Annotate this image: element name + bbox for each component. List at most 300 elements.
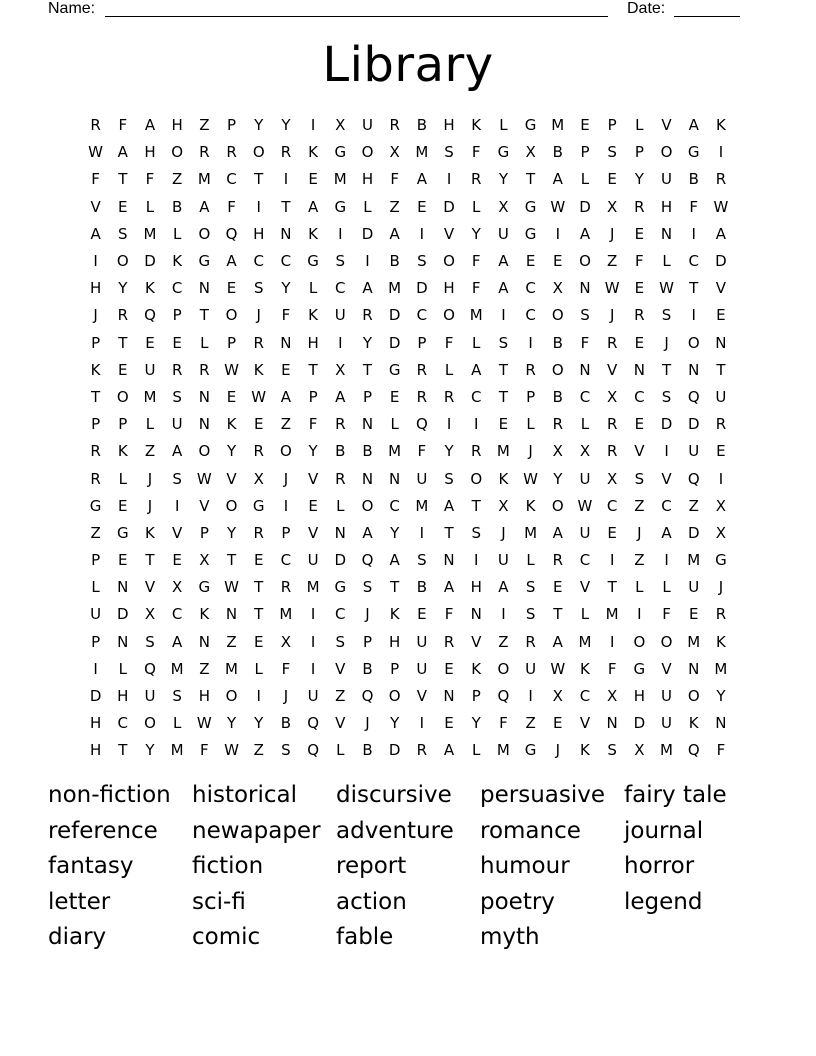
grid-letter[interactable]: A bbox=[661, 523, 672, 542]
grid-letter[interactable]: A bbox=[498, 252, 509, 271]
grid-letter[interactable]: A bbox=[498, 578, 509, 597]
grid-letter[interactable]: T bbox=[281, 197, 291, 216]
grid-letter[interactable]: A bbox=[715, 224, 727, 243]
grid-letter[interactable]: N bbox=[280, 333, 292, 352]
grid-letter[interactable]: I bbox=[283, 496, 289, 515]
grid-letter[interactable]: S bbox=[172, 469, 182, 488]
grid-letter[interactable]: V bbox=[335, 659, 346, 678]
grid-letter[interactable]: T bbox=[607, 578, 617, 597]
grid-letter[interactable]: V bbox=[579, 714, 591, 733]
grid-letter[interactable]: Y bbox=[226, 442, 237, 461]
grid-letter[interactable]: I bbox=[310, 116, 316, 135]
grid-letter[interactable]: I bbox=[691, 306, 696, 325]
grid-letter[interactable]: U bbox=[497, 224, 509, 243]
grid-letter[interactable]: A bbox=[552, 632, 563, 651]
grid-letter[interactable]: N bbox=[198, 279, 210, 298]
grid-letter[interactable]: S bbox=[172, 387, 182, 406]
grid-letter[interactable]: Z bbox=[199, 659, 210, 678]
grid-letter[interactable]: E bbox=[417, 605, 427, 624]
grid-letter[interactable]: L bbox=[472, 197, 481, 216]
grid-letter[interactable]: V bbox=[172, 523, 183, 542]
grid-letter[interactable]: K bbox=[471, 116, 482, 135]
grid-letter[interactable]: X bbox=[144, 605, 156, 624]
grid-letter[interactable]: Q bbox=[307, 741, 319, 760]
grid-letter[interactable]: B bbox=[335, 442, 346, 461]
grid-letter[interactable]: E bbox=[118, 496, 128, 515]
grid-letter[interactable]: I bbox=[310, 632, 316, 651]
grid-letter[interactable]: Z bbox=[280, 415, 292, 434]
grid-letter[interactable]: H bbox=[361, 170, 374, 189]
grid-letter[interactable]: O bbox=[687, 687, 700, 706]
grid-letter[interactable]: T bbox=[526, 170, 536, 189]
grid-letter[interactable]: D bbox=[334, 551, 347, 570]
grid-letter[interactable]: H bbox=[171, 116, 183, 135]
grid-letter[interactable]: S bbox=[607, 143, 617, 162]
grid-letter[interactable]: A bbox=[362, 279, 373, 298]
grid-letter[interactable]: R bbox=[715, 170, 727, 189]
grid-letter[interactable]: U bbox=[307, 551, 319, 570]
grid-letter[interactable]: D bbox=[687, 523, 700, 542]
grid-letter[interactable]: M bbox=[388, 279, 402, 298]
grid-letter[interactable]: P bbox=[390, 659, 400, 678]
grid-letter[interactable]: Z bbox=[253, 741, 264, 760]
grid-letter[interactable]: S bbox=[253, 279, 264, 298]
grid-letter[interactable]: K bbox=[172, 252, 183, 271]
grid-letter[interactable]: A bbox=[90, 224, 101, 243]
grid-letter[interactable]: K bbox=[90, 360, 101, 379]
grid-letter[interactable]: G bbox=[524, 197, 537, 216]
grid-letter[interactable]: X bbox=[280, 632, 292, 651]
grid-letter[interactable]: U bbox=[416, 469, 428, 488]
grid-letter[interactable]: C bbox=[280, 252, 292, 271]
grid-letter[interactable]: S bbox=[444, 143, 454, 162]
grid-letter[interactable]: C bbox=[226, 170, 237, 189]
grid-letter[interactable]: N bbox=[470, 605, 482, 624]
grid-letter[interactable]: T bbox=[498, 387, 508, 406]
grid-letter[interactable]: I bbox=[446, 415, 452, 434]
grid-letter[interactable]: E bbox=[716, 442, 726, 461]
grid-letter[interactable]: T bbox=[444, 523, 454, 542]
grid-letter[interactable]: Y bbox=[254, 116, 264, 135]
grid-letter[interactable]: L bbox=[526, 415, 535, 434]
grid-letter[interactable]: X bbox=[552, 442, 563, 461]
grid-letter[interactable]: D bbox=[388, 306, 401, 325]
grid-letter[interactable]: Z bbox=[199, 116, 210, 135]
grid-letter[interactable]: U bbox=[307, 687, 319, 706]
grid-letter[interactable]: J bbox=[528, 442, 533, 461]
grid-letter[interactable]: X bbox=[607, 387, 618, 406]
grid-letter[interactable]: G bbox=[334, 197, 347, 216]
grid-letter[interactable]: U bbox=[661, 170, 673, 189]
grid-letter[interactable]: E bbox=[580, 116, 590, 135]
grid-letter[interactable]: G bbox=[116, 523, 129, 542]
grid-letter[interactable]: M bbox=[605, 605, 619, 624]
grid-letter[interactable]: N bbox=[389, 469, 401, 488]
grid-letter[interactable]: O bbox=[116, 252, 129, 271]
grid-letter[interactable]: I bbox=[93, 659, 98, 678]
grid-letter[interactable]: I bbox=[528, 333, 533, 352]
grid-letter[interactable]: O bbox=[443, 306, 455, 325]
grid-letter[interactable]: J bbox=[664, 333, 669, 352]
grid-letter[interactable]: R bbox=[171, 360, 183, 379]
grid-letter[interactable]: Y bbox=[716, 687, 726, 706]
grid-letter[interactable]: R bbox=[552, 551, 563, 570]
grid-letter[interactable]: H bbox=[89, 741, 102, 760]
grid-letter[interactable]: Y bbox=[390, 714, 400, 733]
grid-letter[interactable]: Z bbox=[172, 170, 183, 189]
grid-letter[interactable]: O bbox=[579, 252, 591, 271]
grid-letter[interactable]: V bbox=[715, 279, 727, 298]
grid-letter[interactable]: Y bbox=[553, 469, 563, 488]
grid-letter[interactable]: K bbox=[145, 523, 155, 542]
grid-letter[interactable]: B bbox=[362, 442, 373, 461]
grid-letter[interactable]: Q bbox=[687, 741, 700, 760]
grid-letter[interactable]: D bbox=[388, 741, 401, 760]
grid-letter[interactable]: H bbox=[443, 116, 455, 135]
grid-letter[interactable]: G bbox=[524, 224, 537, 243]
grid-letter[interactable]: N bbox=[688, 360, 700, 379]
grid-letter[interactable]: F bbox=[499, 714, 508, 733]
grid-letter[interactable]: W bbox=[88, 143, 104, 162]
grid-letter[interactable]: E bbox=[145, 333, 155, 352]
grid-letter[interactable]: E bbox=[634, 415, 645, 434]
grid-letter[interactable]: O bbox=[497, 659, 510, 678]
grid-letter[interactable]: K bbox=[580, 659, 590, 678]
grid-letter[interactable]: R bbox=[443, 632, 455, 651]
grid-letter[interactable]: F bbox=[200, 741, 209, 760]
grid-letter[interactable]: C bbox=[579, 687, 591, 706]
grid-letter[interactable]: I bbox=[474, 415, 479, 434]
grid-letter[interactable]: G bbox=[198, 252, 211, 271]
grid-letter[interactable]: A bbox=[443, 741, 455, 760]
grid-letter[interactable]: Q bbox=[225, 224, 238, 243]
grid-letter[interactable]: H bbox=[117, 687, 129, 706]
grid-letter[interactable]: U bbox=[144, 687, 156, 706]
grid-letter[interactable]: O bbox=[280, 442, 292, 461]
grid-letter[interactable]: T bbox=[308, 360, 318, 379]
grid-letter[interactable]: P bbox=[91, 333, 101, 352]
grid-letter[interactable]: S bbox=[471, 523, 481, 542]
grid-letter[interactable]: U bbox=[661, 687, 673, 706]
grid-letter[interactable]: N bbox=[334, 523, 346, 542]
grid-letter[interactable]: O bbox=[660, 632, 673, 651]
grid-letter[interactable]: L bbox=[390, 415, 399, 434]
grid-letter[interactable]: Y bbox=[145, 741, 155, 760]
grid-letter[interactable]: Y bbox=[471, 714, 481, 733]
grid-letter[interactable]: C bbox=[525, 279, 536, 298]
grid-letter[interactable]: E bbox=[607, 523, 617, 542]
grid-letter[interactable]: S bbox=[281, 741, 291, 760]
grid-letter[interactable]: S bbox=[417, 551, 427, 570]
grid-letter[interactable]: C bbox=[525, 306, 536, 325]
grid-letter[interactable]: V bbox=[443, 224, 455, 243]
grid-letter[interactable]: O bbox=[470, 469, 483, 488]
grid-letter[interactable]: I bbox=[365, 252, 370, 271]
grid-letter[interactable]: H bbox=[633, 687, 645, 706]
grid-letter[interactable]: Y bbox=[362, 333, 373, 352]
grid-letter[interactable]: C bbox=[280, 551, 292, 570]
grid-letter[interactable]: J bbox=[283, 687, 289, 706]
grid-letter[interactable]: X bbox=[498, 197, 509, 216]
grid-letter[interactable]: A bbox=[117, 143, 128, 162]
grid-letter[interactable]: I bbox=[474, 551, 479, 570]
grid-letter[interactable]: B bbox=[280, 714, 292, 733]
grid-letter[interactable]: E bbox=[444, 714, 454, 733]
grid-letter[interactable]: V bbox=[579, 578, 591, 597]
grid-letter[interactable]: V bbox=[144, 578, 156, 597]
grid-letter[interactable]: M bbox=[660, 741, 673, 760]
grid-letter[interactable]: P bbox=[634, 143, 644, 162]
grid-letter[interactable]: Z bbox=[144, 442, 156, 461]
grid-letter[interactable]: E bbox=[253, 551, 264, 570]
grid-letter[interactable]: G bbox=[497, 143, 510, 162]
grid-letter[interactable]: B bbox=[552, 333, 563, 352]
grid-letter[interactable]: S bbox=[607, 741, 617, 760]
grid-letter[interactable]: C bbox=[470, 387, 482, 406]
grid-letter[interactable]: Q bbox=[361, 687, 374, 706]
grid-letter[interactable]: A bbox=[144, 116, 156, 135]
grid-letter[interactable]: M bbox=[496, 442, 510, 461]
grid-letter[interactable]: R bbox=[715, 605, 727, 624]
grid-letter[interactable]: I bbox=[174, 496, 180, 515]
grid-letter[interactable]: I bbox=[501, 306, 506, 325]
grid-letter[interactable]: I bbox=[256, 687, 261, 706]
grid-letter[interactable]: T bbox=[226, 551, 237, 570]
grid-letter[interactable]: G bbox=[307, 252, 319, 271]
grid-letter[interactable]: M bbox=[333, 170, 347, 189]
grid-letter[interactable]: K bbox=[715, 116, 726, 135]
grid-letter[interactable]: U bbox=[688, 578, 700, 597]
grid-letter[interactable]: L bbox=[200, 333, 209, 352]
grid-letter[interactable]: J bbox=[501, 523, 506, 542]
grid-letter[interactable]: O bbox=[361, 496, 374, 515]
grid-letter[interactable]: B bbox=[416, 116, 427, 135]
grid-letter[interactable]: L bbox=[662, 578, 671, 597]
grid-letter[interactable]: A bbox=[335, 387, 346, 406]
grid-letter[interactable]: R bbox=[280, 143, 292, 162]
grid-letter[interactable]: F bbox=[281, 659, 291, 678]
grid-letter[interactable]: I bbox=[446, 170, 452, 189]
grid-letter[interactable]: R bbox=[525, 360, 536, 379]
grid-letter[interactable]: E bbox=[525, 252, 536, 271]
grid-letter[interactable]: R bbox=[416, 741, 428, 760]
grid-letter[interactable]: D bbox=[117, 605, 129, 624]
grid-letter[interactable]: O bbox=[633, 632, 646, 651]
grid-letter[interactable]: D bbox=[579, 197, 591, 216]
grid-letter[interactable]: M bbox=[551, 116, 565, 135]
grid-letter[interactable]: K bbox=[389, 605, 400, 624]
grid-letter[interactable]: I bbox=[501, 605, 506, 624]
grid-letter[interactable]: V bbox=[307, 523, 319, 542]
grid-letter[interactable]: O bbox=[144, 714, 156, 733]
grid-letter[interactable]: P bbox=[417, 333, 427, 352]
grid-letter[interactable]: R bbox=[443, 387, 455, 406]
grid-letter[interactable]: C bbox=[171, 279, 183, 298]
grid-letter[interactable]: W bbox=[523, 469, 539, 488]
grid-letter[interactable]: T bbox=[390, 578, 400, 597]
grid-letter[interactable]: R bbox=[634, 197, 645, 216]
grid-letter[interactable]: O bbox=[252, 143, 265, 162]
grid-letter[interactable]: O bbox=[225, 306, 238, 325]
grid-letter[interactable]: S bbox=[498, 333, 509, 352]
grid-letter[interactable]: F bbox=[417, 442, 427, 461]
grid-letter[interactable]: O bbox=[171, 143, 184, 162]
grid-letter[interactable]: M bbox=[170, 741, 184, 760]
grid-letter[interactable]: O bbox=[551, 306, 564, 325]
grid-letter[interactable]: N bbox=[715, 714, 727, 733]
grid-letter[interactable]: B bbox=[362, 741, 373, 760]
grid-letter[interactable]: Z bbox=[90, 523, 101, 542]
grid-letter[interactable]: N bbox=[579, 279, 591, 298]
grid-letter[interactable]: L bbox=[526, 551, 535, 570]
grid-letter[interactable]: X bbox=[199, 551, 210, 570]
grid-letter[interactable]: A bbox=[172, 632, 183, 651]
grid-letter[interactable]: L bbox=[172, 224, 182, 243]
grid-letter[interactable]: T bbox=[118, 333, 128, 352]
grid-letter[interactable]: R bbox=[90, 116, 101, 135]
grid-letter[interactable]: R bbox=[362, 306, 373, 325]
grid-letter[interactable]: R bbox=[335, 415, 346, 434]
grid-letter[interactable]: B bbox=[416, 578, 427, 597]
grid-letter[interactable]: V bbox=[416, 687, 427, 706]
grid-letter[interactable]: F bbox=[281, 306, 291, 325]
grid-letter[interactable]: E bbox=[253, 415, 264, 434]
grid-letter[interactable]: K bbox=[471, 659, 482, 678]
grid-letter[interactable]: B bbox=[389, 252, 400, 271]
grid-letter[interactable]: Z bbox=[335, 687, 346, 706]
grid-letter[interactable]: I bbox=[691, 224, 696, 243]
grid-letter[interactable]: D bbox=[687, 415, 700, 434]
grid-letter[interactable]: L bbox=[580, 605, 590, 624]
grid-letter[interactable]: E bbox=[444, 659, 454, 678]
grid-letter[interactable]: U bbox=[715, 387, 727, 406]
grid-letter[interactable]: K bbox=[226, 415, 237, 434]
grid-letter[interactable]: P bbox=[526, 387, 536, 406]
grid-letter[interactable]: T bbox=[118, 741, 128, 760]
grid-letter[interactable]: S bbox=[417, 252, 427, 271]
grid-letter[interactable]: M bbox=[687, 632, 701, 651]
grid-letter[interactable]: X bbox=[715, 496, 727, 515]
grid-letter[interactable]: O bbox=[443, 252, 455, 271]
grid-letter[interactable]: X bbox=[634, 741, 645, 760]
grid-letter[interactable]: I bbox=[718, 143, 724, 162]
grid-letter[interactable]: A bbox=[307, 197, 319, 216]
grid-letter[interactable]: P bbox=[471, 687, 481, 706]
grid-letter[interactable]: T bbox=[362, 360, 373, 379]
grid-letter[interactable]: R bbox=[90, 442, 101, 461]
grid-letter[interactable]: L bbox=[308, 279, 318, 298]
grid-letter[interactable]: W bbox=[659, 279, 674, 298]
grid-letter[interactable]: O bbox=[687, 333, 700, 352]
grid-letter[interactable]: G bbox=[524, 116, 537, 135]
grid-letter[interactable]: K bbox=[715, 632, 726, 651]
grid-letter[interactable]: T bbox=[498, 360, 508, 379]
grid-letter[interactable]: M bbox=[279, 605, 293, 624]
grid-letter[interactable]: F bbox=[716, 741, 726, 760]
grid-letter[interactable]: A bbox=[443, 578, 455, 597]
grid-letter[interactable]: P bbox=[91, 551, 101, 570]
grid-letter[interactable]: G bbox=[334, 578, 347, 597]
grid-letter[interactable]: K bbox=[688, 714, 699, 733]
grid-letter[interactable]: E bbox=[553, 578, 563, 597]
grid-letter[interactable]: N bbox=[280, 224, 292, 243]
grid-letter[interactable]: M bbox=[714, 659, 728, 678]
grid-letter[interactable]: P bbox=[362, 387, 372, 406]
grid-letter[interactable]: H bbox=[144, 143, 156, 162]
grid-letter[interactable]: F bbox=[471, 252, 481, 271]
grid-letter[interactable]: R bbox=[606, 442, 618, 461]
grid-letter[interactable]: L bbox=[91, 578, 100, 597]
grid-letter[interactable]: O bbox=[660, 143, 673, 162]
grid-letter[interactable]: A bbox=[389, 224, 400, 243]
grid-letter[interactable]: A bbox=[688, 116, 699, 135]
grid-letter[interactable]: P bbox=[227, 116, 237, 135]
grid-letter[interactable]: M bbox=[388, 442, 402, 461]
grid-letter[interactable]: C bbox=[335, 279, 346, 298]
grid-letter[interactable]: P bbox=[91, 415, 101, 434]
grid-letter[interactable]: I bbox=[555, 224, 560, 243]
grid-letter[interactable]: Z bbox=[634, 496, 645, 515]
grid-letter[interactable]: A bbox=[471, 360, 482, 379]
grid-letter[interactable]: Q bbox=[144, 306, 156, 325]
grid-letter[interactable]: A bbox=[389, 551, 400, 570]
grid-letter[interactable]: V bbox=[90, 197, 101, 216]
grid-letter[interactable]: Z bbox=[389, 197, 400, 216]
grid-letter[interactable]: H bbox=[253, 224, 265, 243]
grid-letter[interactable]: H bbox=[307, 333, 319, 352]
grid-letter[interactable]: J bbox=[365, 605, 370, 624]
grid-letter[interactable]: Q bbox=[361, 551, 374, 570]
grid-letter[interactable]: W bbox=[604, 279, 620, 298]
grid-letter[interactable]: E bbox=[553, 714, 563, 733]
grid-letter[interactable]: O bbox=[551, 360, 564, 379]
grid-letter[interactable]: H bbox=[89, 279, 102, 298]
grid-letter[interactable]: X bbox=[498, 496, 509, 515]
grid-letter[interactable]: C bbox=[335, 605, 346, 624]
grid-letter[interactable]: V bbox=[307, 469, 319, 488]
grid-letter[interactable]: W bbox=[251, 387, 267, 406]
grid-letter[interactable]: N bbox=[225, 605, 238, 624]
grid-letter[interactable]: M bbox=[143, 387, 157, 406]
grid-letter[interactable]: O bbox=[225, 687, 238, 706]
grid-letter[interactable]: L bbox=[499, 116, 508, 135]
grid-letter[interactable]: T bbox=[254, 578, 264, 597]
grid-letter[interactable]: I bbox=[664, 551, 669, 570]
grid-letter[interactable]: R bbox=[606, 415, 618, 434]
grid-letter[interactable]: C bbox=[171, 605, 183, 624]
grid-letter[interactable]: V bbox=[335, 714, 346, 733]
grid-letter[interactable]: A bbox=[416, 170, 427, 189]
grid-letter[interactable]: L bbox=[635, 578, 644, 597]
grid-letter[interactable]: M bbox=[524, 523, 538, 542]
grid-letter[interactable]: H bbox=[660, 197, 673, 216]
grid-letter[interactable]: R bbox=[199, 143, 210, 162]
grid-letter[interactable]: E bbox=[226, 387, 237, 406]
grid-letter[interactable]: S bbox=[362, 578, 373, 597]
grid-letter[interactable]: G bbox=[633, 659, 646, 678]
grid-letter[interactable]: I bbox=[609, 551, 615, 570]
grid-letter[interactable]: E bbox=[118, 197, 128, 216]
grid-letter[interactable]: R bbox=[253, 333, 264, 352]
grid-letter[interactable]: U bbox=[579, 469, 591, 488]
grid-letter[interactable]: L bbox=[145, 197, 155, 216]
grid-letter[interactable]: T bbox=[254, 170, 264, 189]
grid-letter[interactable]: D bbox=[633, 714, 646, 733]
grid-letter[interactable]: V bbox=[199, 496, 210, 515]
grid-letter[interactable]: M bbox=[415, 496, 429, 515]
grid-letter[interactable]: Q bbox=[497, 687, 510, 706]
grid-letter[interactable]: U bbox=[416, 632, 428, 651]
